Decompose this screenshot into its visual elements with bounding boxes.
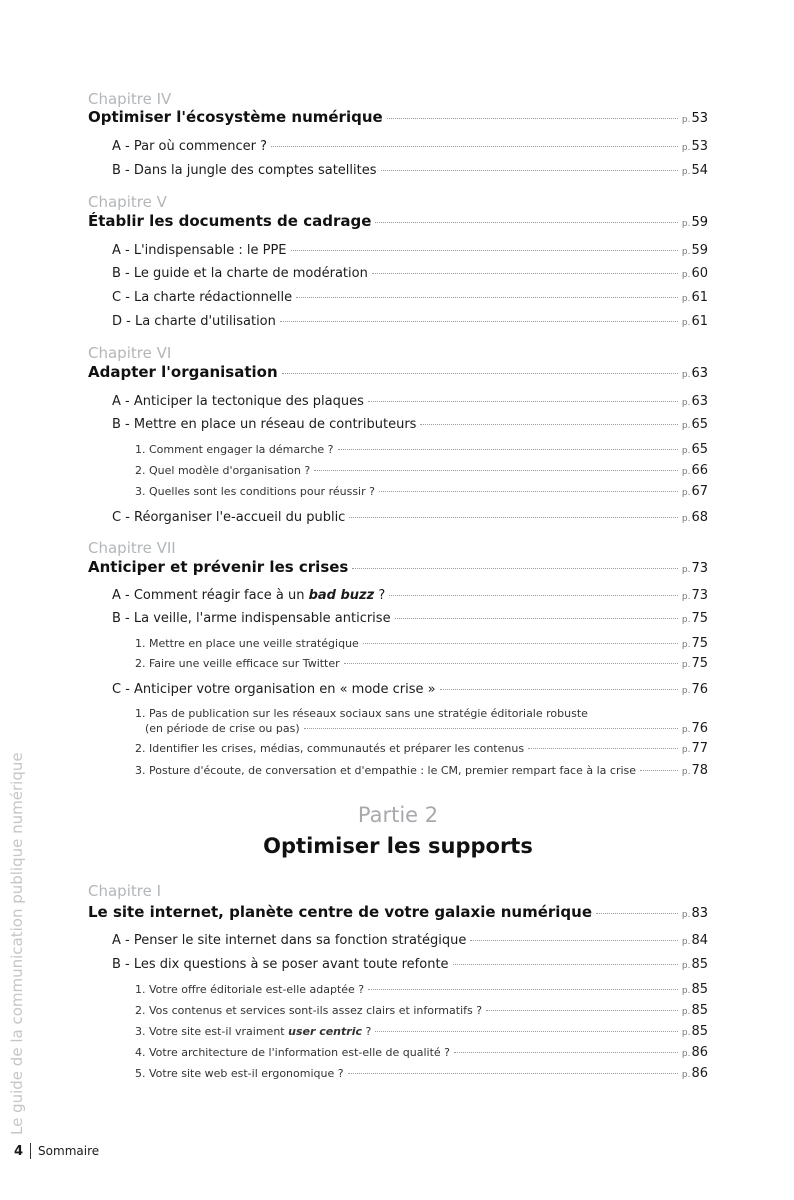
toc-entry-section[interactable] xyxy=(112,290,708,305)
page-prefix: p. xyxy=(681,398,691,408)
entry-title: B - Dans la jungle des comptes satellites xyxy=(112,163,377,178)
entry-title: A - Anticiper la tectonique des plaques xyxy=(112,394,364,409)
page-ref xyxy=(682,484,708,499)
page-ref xyxy=(682,442,708,457)
toc-entry-chapter[interactable] xyxy=(88,108,708,126)
leader-dots xyxy=(379,491,678,492)
toc-entry-section[interactable] xyxy=(112,611,708,626)
page-ref xyxy=(682,763,708,778)
entry-title-emphasis: bad buzz xyxy=(308,588,375,603)
entry-title: 4. Votre architecture de l'information est-elle de qualité ? xyxy=(135,1046,451,1059)
page-prefix: p. xyxy=(681,488,691,498)
page-number: 85 xyxy=(691,982,708,997)
entry-title: Établir les documents de cadrage xyxy=(88,212,372,230)
leader-dots xyxy=(640,770,678,771)
leader-dots xyxy=(453,964,678,965)
page-number: 61 xyxy=(691,314,708,329)
leader-dots xyxy=(291,250,678,251)
page-footer xyxy=(14,1143,99,1159)
entry-title: 2. Identifier les crises, médias, communautés et préparer les contenus xyxy=(135,742,525,755)
page-prefix: p. xyxy=(681,294,691,304)
page-ref xyxy=(682,682,708,697)
entry-title: Anticiper et prévenir les crises xyxy=(88,558,349,576)
page-number: 67 xyxy=(691,484,708,499)
entry-title: 3. Quelles sont les conditions pour réussir ? xyxy=(135,485,375,498)
entry-title: 2. Vos contenus et services sont-ils assez clairs et informatifs ? xyxy=(135,1004,483,1017)
page-prefix: p. xyxy=(681,725,691,735)
page-number: 78 xyxy=(691,763,708,778)
toc-entry-section[interactable] xyxy=(112,394,708,409)
leader-dots xyxy=(375,1031,678,1032)
page-prefix: p. xyxy=(681,143,691,153)
page-prefix: p. xyxy=(681,640,691,650)
page-prefix: p. xyxy=(681,318,691,328)
entry-title: A - Penser le site internet dans sa fonction stratégique xyxy=(112,933,467,948)
page-number: 73 xyxy=(691,561,708,576)
entry-title: B - Le guide et la charte de modération xyxy=(112,266,368,281)
entry-title: A - Par où commencer ? xyxy=(112,139,268,154)
entry-title-start: 3. Votre site est-il vraiment xyxy=(135,1025,289,1038)
page-number: 85 xyxy=(691,957,708,972)
entry-title: B - Les dix questions à se poser avant toute refonte xyxy=(112,957,449,972)
page-number: 85 xyxy=(691,1003,708,1018)
page-ref xyxy=(682,1066,708,1081)
leader-dots xyxy=(395,618,678,619)
leader-dots xyxy=(528,748,678,749)
page-number: 86 xyxy=(691,1066,708,1081)
toc-entry-chapter[interactable] xyxy=(88,212,708,230)
leader-dots xyxy=(389,595,678,596)
page-prefix: p. xyxy=(681,1070,691,1080)
entry-title: 3. Posture d'écoute, de conversation et d'empathie : le CM, premier rempart face à la crise xyxy=(135,764,637,777)
page-prefix: p. xyxy=(681,1007,691,1017)
toc-entry-section[interactable] xyxy=(112,139,708,154)
page-number: 75 xyxy=(691,636,708,651)
page-number: 83 xyxy=(691,906,708,921)
page-prefix: p. xyxy=(681,686,691,696)
toc-entry-section[interactable] xyxy=(112,588,708,603)
page-ref xyxy=(682,982,708,997)
leader-dots xyxy=(440,689,678,690)
entry-title: 2. Faire une veille efficace sur Twitter xyxy=(135,657,340,670)
entry-title: C - La charte rédactionnelle xyxy=(112,290,293,305)
toc-entry-chapter[interactable] xyxy=(88,558,708,576)
entry-title: Le site internet, planète centre de votre galaxie numérique xyxy=(88,903,593,921)
leader-dots xyxy=(344,663,678,664)
entry-title: D - La charte d'utilisation xyxy=(112,314,276,329)
leader-dots xyxy=(304,728,678,729)
toc-entry-subsection[interactable] xyxy=(135,741,708,756)
page-number: 86 xyxy=(691,1045,708,1060)
toc-entry-section[interactable] xyxy=(112,682,708,697)
part-label: Partie 2 xyxy=(357,803,439,827)
entry-title: 1. Votre offre éditoriale est-elle adaptée ? xyxy=(135,983,365,996)
entry-title: 2. Quel modèle d'organisation ? xyxy=(135,464,311,477)
toc-entry-subsection[interactable] xyxy=(135,484,708,499)
page-prefix: p. xyxy=(681,446,691,456)
toc-entry-section[interactable] xyxy=(112,163,708,178)
leader-dots xyxy=(486,1010,678,1011)
page-ref xyxy=(682,243,708,258)
toc-entry-subsection[interactable] xyxy=(135,1045,708,1060)
page-prefix: p. xyxy=(681,421,691,431)
entry-title: Optimiser l'écosystème numérique xyxy=(88,108,383,126)
leader-dots xyxy=(363,643,678,644)
page-ref xyxy=(682,290,708,305)
page-prefix: p. xyxy=(681,565,691,575)
page-ref xyxy=(682,588,708,603)
leader-dots xyxy=(349,517,678,518)
page-prefix: p. xyxy=(681,910,691,920)
toc-entry-section[interactable] xyxy=(112,510,708,525)
entry-title-emphasis: user centric xyxy=(288,1025,362,1038)
page-ref xyxy=(682,111,708,126)
footer-divider xyxy=(30,1143,31,1159)
page-prefix: p. xyxy=(681,767,691,777)
side-running-title: Le guide de la communication publique numérique xyxy=(8,752,26,1135)
page-number: 65 xyxy=(691,417,708,432)
page-number: 53 xyxy=(691,111,708,126)
entry-title-end: ? xyxy=(374,588,386,603)
toc-entry-subsection[interactable] xyxy=(135,463,708,478)
page-ref xyxy=(682,1024,708,1039)
page-number: 60 xyxy=(691,266,708,281)
toc-entry-subsection[interactable] xyxy=(135,442,708,457)
page-number: 65 xyxy=(691,442,708,457)
page-number: 75 xyxy=(691,656,708,671)
page-number: 68 xyxy=(691,510,708,525)
page-ref xyxy=(682,314,708,329)
page-ref xyxy=(682,139,708,154)
page-prefix: p. xyxy=(681,1049,691,1059)
entry-title xyxy=(135,1025,371,1038)
page-ref xyxy=(682,741,708,756)
page-number: 85 xyxy=(691,1024,708,1039)
page-ref xyxy=(682,1045,708,1060)
page-prefix: p. xyxy=(681,467,691,477)
leader-dots xyxy=(387,118,678,119)
footer-section-name: Sommaire xyxy=(38,1144,100,1158)
page-number: 73 xyxy=(691,588,708,603)
page-ref xyxy=(682,721,708,738)
toc-entry-section[interactable] xyxy=(112,314,708,329)
page-number: 54 xyxy=(691,163,708,178)
toc-entry-section[interactable] xyxy=(112,266,708,281)
leader-dots xyxy=(280,321,678,322)
leader-dots xyxy=(372,273,678,274)
page-number: 63 xyxy=(691,366,708,381)
page-ref xyxy=(682,957,708,972)
entry-title: 1. Comment engager la démarche ? xyxy=(135,443,334,456)
page-prefix: p. xyxy=(681,986,691,996)
page-prefix: p. xyxy=(681,247,691,257)
leader-dots xyxy=(338,449,678,450)
page-prefix: p. xyxy=(681,937,691,947)
page-ref xyxy=(682,417,708,432)
toc-entry-section[interactable] xyxy=(112,417,708,432)
entry-title-continued: (en période de crise ou pas) xyxy=(145,722,300,735)
page-ref xyxy=(682,636,708,651)
page-prefix: p. xyxy=(681,660,691,670)
page-ref xyxy=(682,463,708,478)
entry-title-end: ? xyxy=(362,1025,372,1038)
chapter-label: Chapitre IV xyxy=(88,90,172,108)
chapter-label: Chapitre VI xyxy=(88,344,172,362)
leader-dots xyxy=(348,1073,678,1074)
page-prefix: p. xyxy=(681,961,691,971)
page-ref xyxy=(682,611,708,626)
entry-title: A - L'indispensable : le PPE xyxy=(112,243,287,258)
leader-dots xyxy=(296,297,678,298)
page-prefix: p. xyxy=(681,592,691,602)
entry-title xyxy=(112,588,385,603)
page-prefix: p. xyxy=(681,745,691,755)
toc-entry-section[interactable] xyxy=(112,243,708,258)
page-ref xyxy=(682,510,708,525)
leader-dots xyxy=(368,401,678,402)
page-ref xyxy=(682,215,708,230)
leader-dots xyxy=(381,170,678,171)
entry-title: 1. Pas de publication sur les réseaux sociaux sans une stratégie éditoriale robuste xyxy=(135,707,588,720)
leader-dots xyxy=(368,989,678,990)
page-prefix: p. xyxy=(681,219,691,229)
toc-entry-subsection[interactable] xyxy=(135,763,708,778)
toc-entry-section[interactable] xyxy=(112,933,708,948)
part-title: Optimiser les supports xyxy=(263,834,533,858)
page-number: 84 xyxy=(691,933,708,948)
page-ref xyxy=(682,933,708,948)
page-ref xyxy=(682,394,708,409)
page-ref xyxy=(682,1003,708,1018)
leader-dots xyxy=(282,373,678,374)
toc-entry-subsection[interactable] xyxy=(135,1024,708,1039)
page-number: 76 xyxy=(691,721,708,736)
leader-dots xyxy=(375,222,678,223)
leader-dots xyxy=(352,568,678,569)
chapter-label: Chapitre VII xyxy=(88,539,176,557)
entry-title: 1. Mettre en place une veille stratégique xyxy=(135,637,359,650)
page-prefix: p. xyxy=(681,514,691,524)
page-ref xyxy=(682,266,708,281)
footer-page-number: 4 xyxy=(14,1143,24,1159)
entry-title: C - Anticiper votre organisation en « mode crise » xyxy=(112,682,436,697)
leader-dots xyxy=(470,940,677,941)
leader-dots xyxy=(314,470,678,471)
page-prefix: p. xyxy=(681,270,691,280)
toc-entry-subsection[interactable] xyxy=(135,656,708,671)
page-number: 53 xyxy=(691,139,708,154)
page-prefix: p. xyxy=(681,167,691,177)
page-ref xyxy=(682,366,708,381)
toc-entry-section[interactable] xyxy=(112,957,708,972)
page-number: 76 xyxy=(691,682,708,697)
entry-title: 5. Votre site web est-il ergonomique ? xyxy=(135,1067,344,1080)
page-number: 63 xyxy=(691,394,708,409)
page-prefix: p. xyxy=(681,370,691,380)
entry-title: B - Mettre en place un réseau de contributeurs xyxy=(112,417,417,432)
leader-dots xyxy=(420,424,677,425)
chapter-label: Chapitre I xyxy=(88,882,162,900)
entry-title: B - La veille, l'arme indispensable anticrise xyxy=(112,611,391,626)
page-ref xyxy=(682,561,708,576)
entry-title: Adapter l'organisation xyxy=(88,363,278,381)
toc-entry-subsection[interactable] xyxy=(135,1066,708,1081)
chapter-label: Chapitre V xyxy=(88,193,167,211)
leader-dots xyxy=(271,146,678,147)
toc-entry-chapter[interactable] xyxy=(88,363,708,381)
page-ref xyxy=(682,163,708,178)
entry-title: C - Réorganiser l'e-accueil du public xyxy=(112,510,346,525)
page-prefix: p. xyxy=(681,115,691,125)
entry-title-start: A - Comment réagir face à un xyxy=(112,588,309,603)
toc-entry-subsection[interactable] xyxy=(135,636,708,651)
page-number: 59 xyxy=(691,215,708,230)
toc-entry-subsection[interactable] xyxy=(135,1003,708,1018)
page-number: 59 xyxy=(691,243,708,258)
page-number: 61 xyxy=(691,290,708,305)
leader-dots xyxy=(596,913,678,914)
page-prefix: p. xyxy=(681,1028,691,1038)
page-number: 66 xyxy=(691,463,708,478)
page-ref xyxy=(682,906,708,921)
page-ref xyxy=(682,656,708,671)
page-number: 75 xyxy=(691,611,708,626)
toc-entry-chapter[interactable] xyxy=(88,903,708,921)
leader-dots xyxy=(454,1052,678,1053)
toc-entry-subsection[interactable] xyxy=(135,982,708,997)
toc-entry-subsection[interactable] xyxy=(135,706,708,738)
page-prefix: p. xyxy=(681,615,691,625)
page-number: 77 xyxy=(691,741,708,756)
